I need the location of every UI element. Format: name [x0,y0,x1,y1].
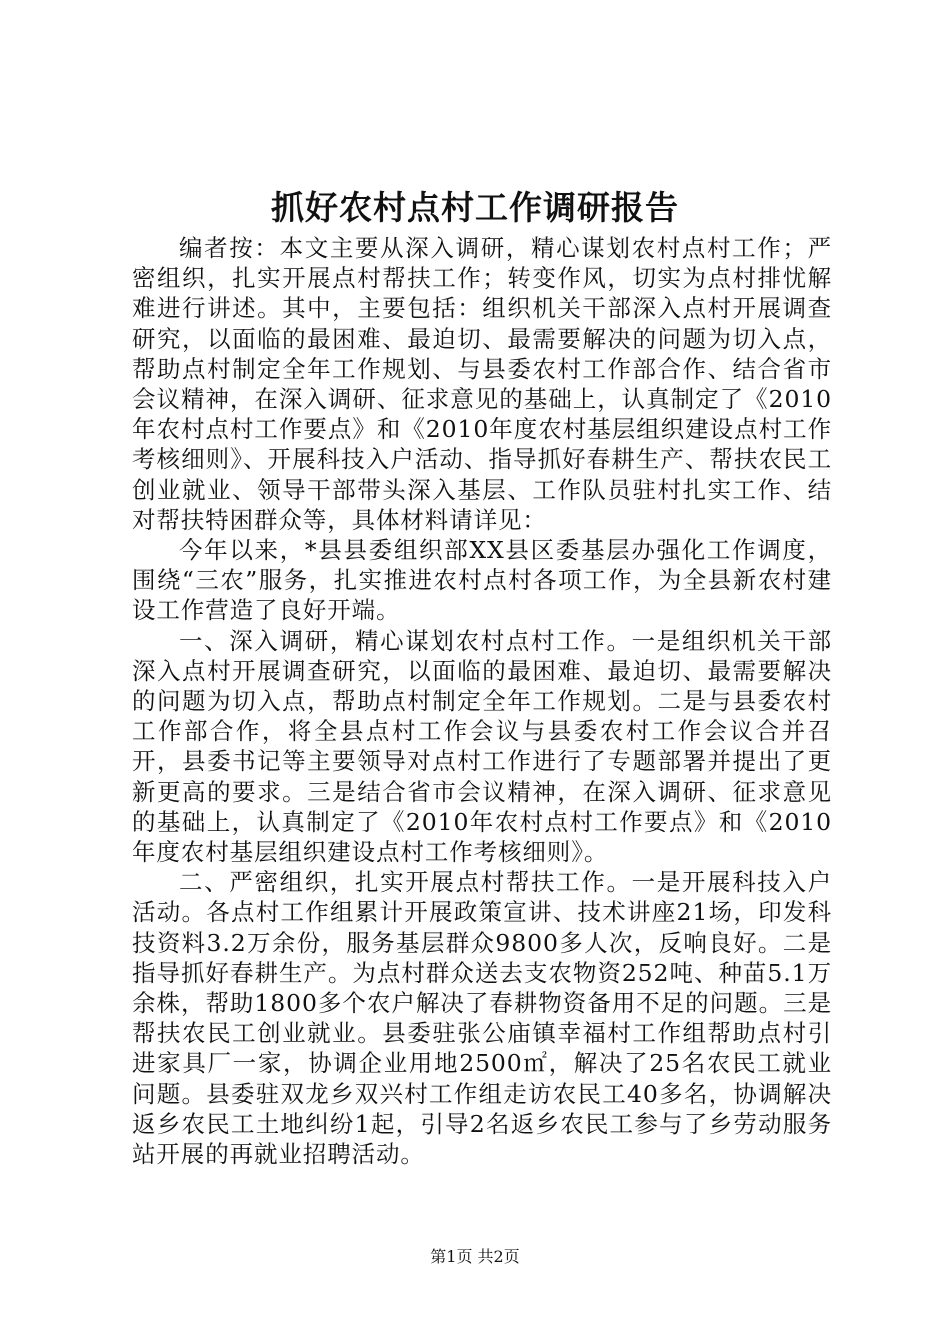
section-two-paragraph: 二、严密组织，扎实开展点村帮扶工作。一是开展科技入户活动。各点村工作组累计开展政策宣讲、技术讲座21场，印发科技资料3.2万余份，服务基层群众9800多人次，反响良好。二是指导抓好春耕生产。为点村群众送去支农物资252吨、种苗5.1万余株，帮助1800多个农户解决了春耕物资备用不足的问题。三是帮扶农民工创业就业。县委驻张公庙镇幸福村工作组帮助点村引进家具厂一家，协调企业用地2500㎡，解决了25名农民工就业问题。县委驻双龙乡双兴村工作组走访农民工40多名，协调解决返乡农民工土地纠纷1起，引导2名返乡农民工参与了乡劳动服务站开展的再就业招聘活动。 [132,868,832,1169]
intro-paragraph: 今年以来，*县县委组织部XX县区委基层办强化工作调度，围绕“三农”服务，扎实推进农村点村各项工作，为全县新农村建设工作营造了良好开端。 [132,536,832,625]
section-one-paragraph: 一、深入调研，精心谋划农村点村工作。一是组织机关干部深入点村开展调查研究，以面临的最困难、最迫切、最需要解决的问题为切入点，帮助点村制定全年工作规划。二是与县委农村工作部合作，将全县点村工作会议与县委农村工作会议合并召开，县委书记等主要领导对点村工作进行了专题部署并提出了更新更高的要求。三是结合省市会议精神，在深入调研、征求意见的基础上，认真制定了《2010年农村点村工作要点》和《2010年度农村基层组织建设点村工作考核细则》。 [132,626,832,867]
document-body [132,233,832,1169]
editor-note-paragraph: 编者按：本文主要从深入调研，精心谋划农村点村工作；严密组织，扎实开展点村帮扶工作；转变作风，切实为点村排忧解难进行讲述。其中，主要包括：组织机关干部深入点村开展调查研究，以面临的最困难、最迫切、最需要解决的问题为切入点，帮助点村制定全年工作规划、与县委农村工作部合作、结合省市会议精神，在深入调研、征求意见的基础上，认真制定了《2010年农村点村工作要点》和《2010年度农村基层组织建设点村工作考核细则》、开展科技入户活动、指导抓好春耕生产、帮扶农民工创业就业、领导干部带头深入基层、工作队员驻村扎实工作、结对帮扶特困群众等，具体材料请详见： [132,234,832,534]
page-footer: 第1页 共2页 [430,1247,520,1266]
document-title: 抓好农村点村工作调研报告 [271,188,679,227]
